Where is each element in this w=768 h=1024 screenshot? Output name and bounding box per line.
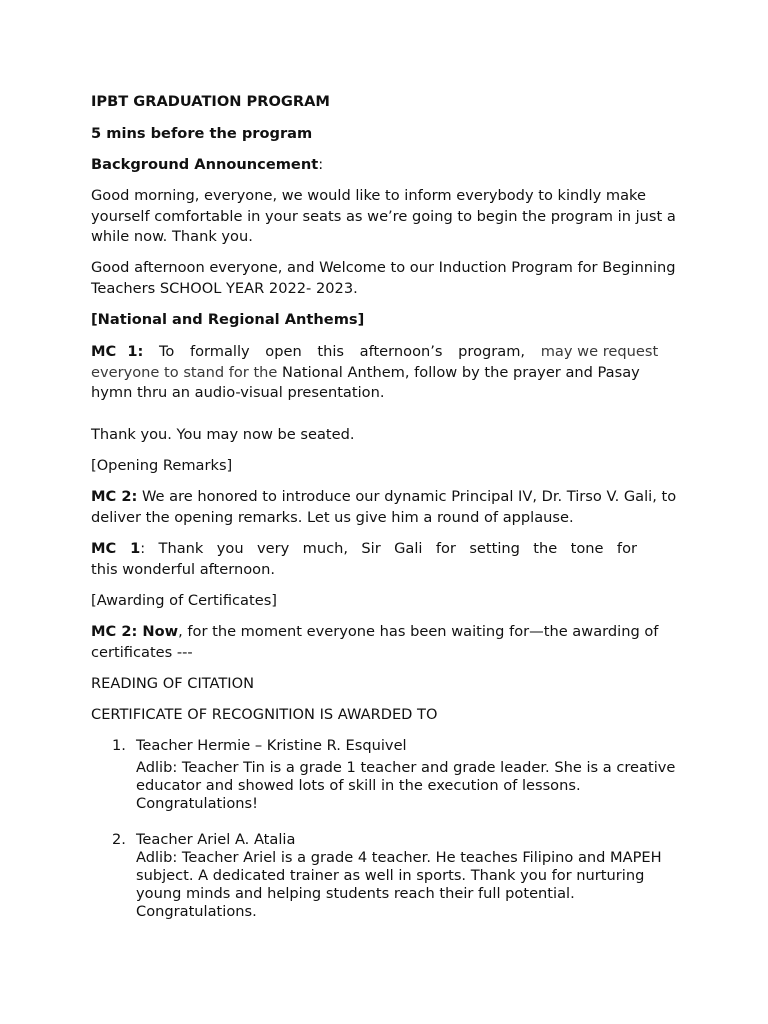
- morning-announcement-paragraph: Good morning, everyone, we would like to inform everybody to kindly make yourself comfortable in your seats as we’re going to begin the program in just a while now. Thank you.: [91, 187, 676, 246]
- awardee-2-adlib: Adlib: Teacher Ariel is a grade 4 teacher. He teaches Filipino and MAPEH subject. A dedicated trainer as well in sports. Thank you for nurturing young minds and helping students reach their full potential. Congratulations.: [136, 849, 662, 920]
- mc1-thanks-line-1: [91, 539, 637, 560]
- pre-program-heading: 5 mins before the program: [91, 125, 313, 142]
- awardee-1-name: Teacher Hermie – Kristine R. Esquivel: [136, 737, 407, 754]
- background-announcement-colon: :: [318, 156, 324, 173]
- certificate-heading: CERTIFICATE OF RECOGNITION IS AWARDED TO: [91, 706, 438, 723]
- document-title: IPBT GRADUATION PROGRAM: [91, 93, 330, 110]
- mc1-opening-text-a: To formally open this afternoon’s program,: [143, 343, 541, 360]
- mc1-opening-request: may we request everyone to stand for the: [91, 343, 659, 381]
- reading-citation-heading: READING OF CITATION: [91, 675, 255, 692]
- mc1-thanks-text: : Thank you very much, Sir Gali for setting the tone for: [140, 540, 638, 557]
- afternoon-welcome-paragraph: Good afternoon everyone, and Welcome to our Induction Program for Beginning Teachers SCHOOL YEAR 2022- 2023.: [91, 259, 676, 297]
- mc2-awarding-paragraph: [91, 622, 681, 663]
- mc2-introduction-text: We are honored to introduce our dynamic Principal IV, Dr. Tirso V. Gali, to deliver the opening remarks. Let us give him a round of applause.: [91, 488, 677, 526]
- awardee-1-number: 1.: [112, 737, 126, 754]
- mc2-introduction-paragraph: [91, 487, 681, 528]
- awardee-2-name: Teacher Ariel A. Atalia: [136, 831, 296, 848]
- mc2-awarding-speaker: MC 2: Now: [91, 623, 179, 640]
- mc1-thanks-line-2: this wonderful afternoon.: [91, 560, 275, 578]
- mc1-speaker-label: MC 1:: [91, 343, 144, 360]
- awardee-2-number: 2.: [112, 831, 126, 848]
- thank-you-seated-line: Thank you. You may now be seated.: [91, 426, 355, 443]
- background-announcement-heading: [91, 155, 681, 176]
- mc1-thanks-paragraph: [91, 539, 637, 580]
- mc1-opening-text-c: National Anthem, follow by the prayer and Pasay hymn thru an audio-visual presentation.: [91, 363, 640, 402]
- mc2-awarding-text: , for the moment everyone has been waiting for—the awarding of certificates ---: [91, 623, 659, 661]
- opening-remarks-heading: [Opening Remarks]: [91, 457, 233, 474]
- mc2-speaker-label: MC 2:: [91, 488, 138, 505]
- awardee-1-adlib: Adlib: Teacher Tin is a grade 1 teacher and grade leader. She is a creative educator and showed lots of skill in the execution of lessons. Congratulations!: [136, 759, 676, 812]
- mc1-thanks-speaker: MC 1: [91, 540, 141, 557]
- awarding-heading: [Awarding of Certificates]: [91, 592, 277, 609]
- anthems-heading: [National and Regional Anthems]: [91, 311, 365, 328]
- background-announcement-label: Background Announcement: [91, 156, 319, 173]
- mc1-opening-paragraph: [91, 342, 681, 404]
